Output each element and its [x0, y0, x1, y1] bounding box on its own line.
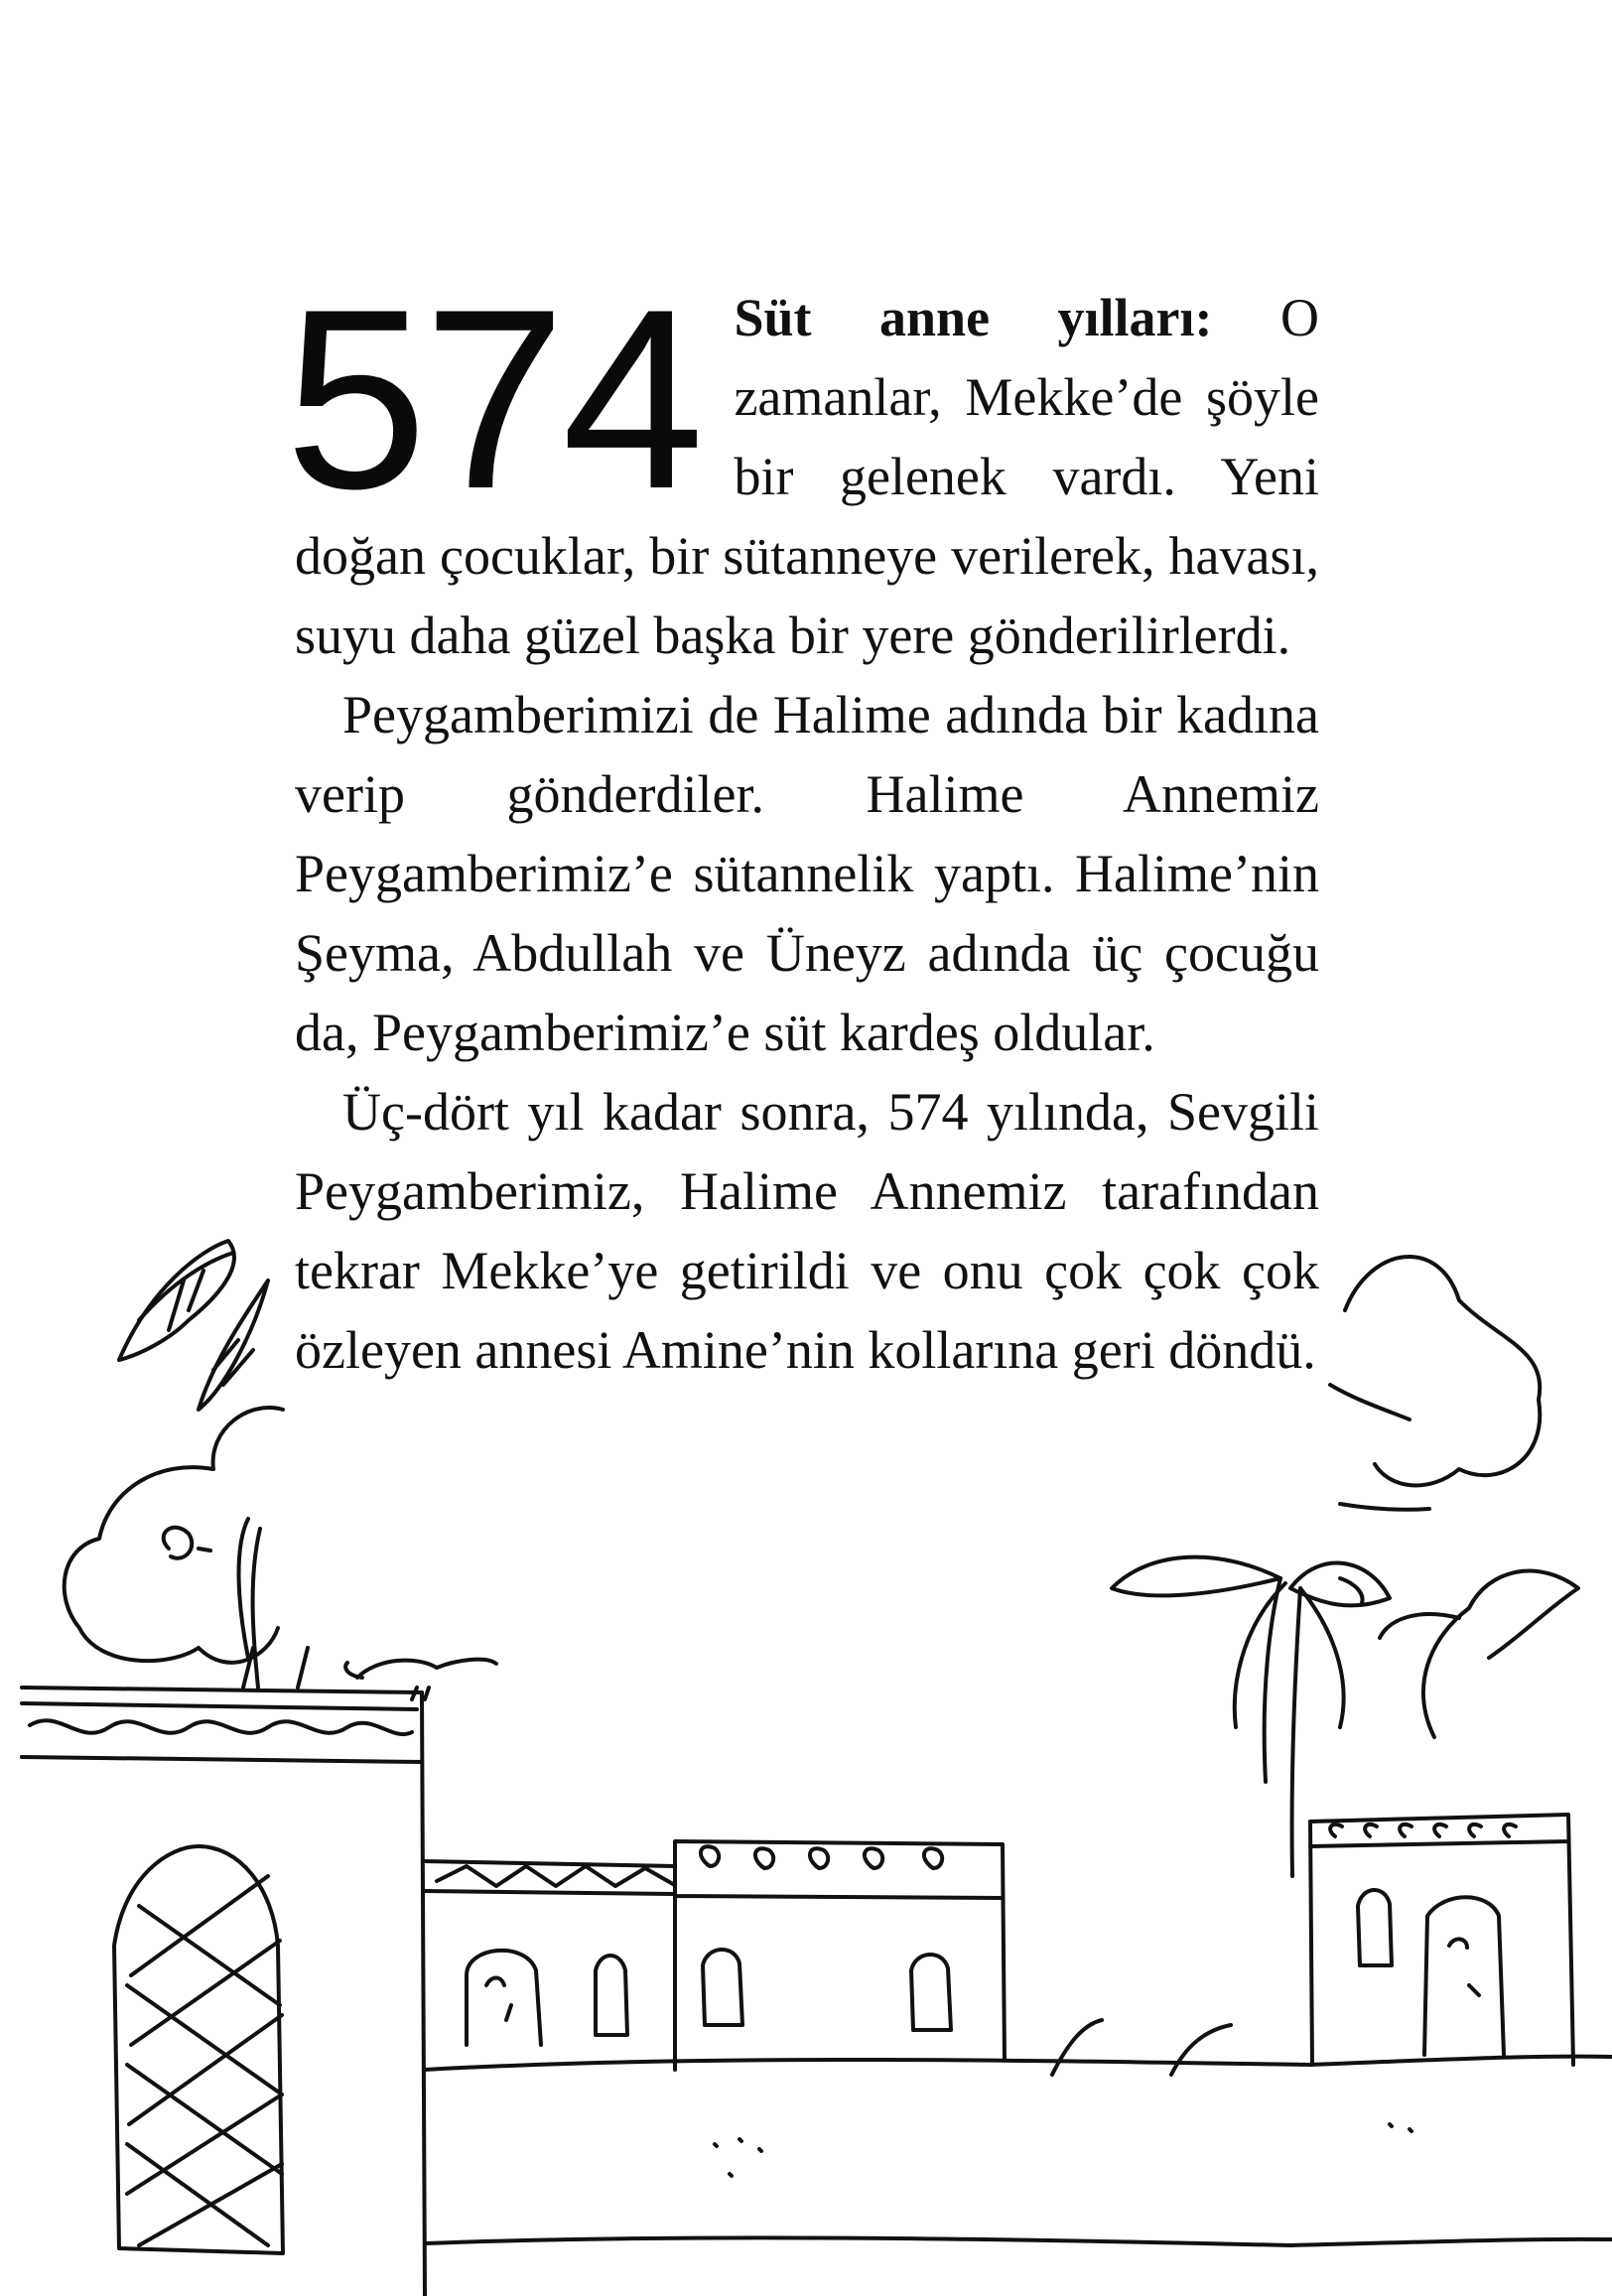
- ground-lines: [425, 2020, 1612, 2245]
- section-lead: Süt anne yılları:: [734, 288, 1213, 347]
- middle-houses: [425, 1841, 1005, 2070]
- year-marker: 574: [285, 255, 701, 542]
- right-cloud: [1330, 1257, 1540, 1603]
- paragraph-1-body: O zamanlar, Mekke’de şöyle bir gelenek vardı. Yeni doğan çocuklar, bir sütanneye verilerek, havası, suyu daha güzel başka bir yere gönderilirlerdi.: [295, 288, 1319, 665]
- left-cloud: [65, 1408, 283, 1663]
- paragraph-2: Peygamberimizi de Halime adında bir kadına verip gönderdiler. Halime Annemiz Peygamberimiz’e sütannelik yaptı. Halime’nin Şeyma, Abdullah ve Üneyz adında üç çocuğu da, Peygamberimiz’e süt kardeş oldular.: [295, 685, 1319, 1062]
- paragraph-3: Üç-dört yıl kadar sonra, 574 yılında, Sevgili Peygamberimiz, Halime Annemiz tarafından tekrar Mekke’ye getirildi ve onu çok çok çok özleyen annesi Amine’nin kollarına geri döndü.: [295, 1082, 1319, 1380]
- left-building: [22, 1648, 496, 2296]
- left-palm-tree: [119, 1241, 268, 1688]
- right-palms-and-house: [1112, 1557, 1578, 2065]
- main-text: [285, 255, 1319, 1390]
